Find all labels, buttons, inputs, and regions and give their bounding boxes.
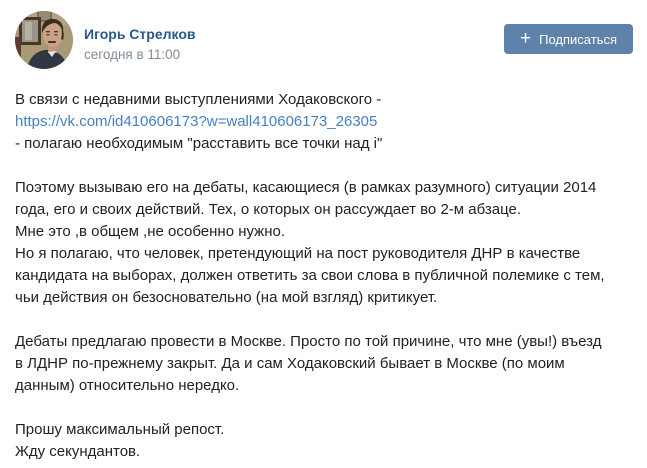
text-line: чьи действия он безосновательно (на мой взгляд) критикует. bbox=[15, 289, 438, 306]
text-line: Поэтому вызываю его на дебаты, касающиеся (в рамках разумного) ситуации 2014 bbox=[15, 179, 597, 196]
post-header bbox=[0, 0, 647, 69]
paragraph bbox=[15, 419, 637, 463]
text-line: кандидата на выборах, должен ответить за свои слова в публичной полемике с тем, bbox=[15, 267, 605, 284]
avatar-photo bbox=[15, 11, 73, 69]
text-line: Мне это ,в общем ,не особенно нужно. bbox=[15, 223, 285, 240]
text-line: Прошу максимальный репост. bbox=[15, 421, 225, 438]
paragraph bbox=[15, 177, 637, 309]
subscribe-button-label: Подписаться bbox=[539, 31, 617, 47]
text-line: Дебаты предлагаю провести в Москве. Просто по той причине, что мне (увы!) въезд bbox=[15, 333, 602, 350]
author-block bbox=[84, 11, 196, 63]
text-line: - полагаю необходимым "расставить все точки над i" bbox=[15, 135, 383, 152]
text-line: данным) относительно нередко. bbox=[15, 377, 240, 394]
text-line: года, его и своих действий. Тех, о которых он рассуждает во 2-м абзаце. bbox=[15, 201, 522, 218]
plus-icon: + bbox=[520, 27, 532, 49]
text-line: в ЛДНР по-прежнему закрыт. Да и сам Ходаковский бывает в Москве (по моим bbox=[15, 355, 565, 372]
post-text bbox=[0, 69, 647, 463]
text-line bbox=[15, 111, 637, 133]
post-timestamp[interactable]: сегодня в 11:00 bbox=[84, 47, 181, 62]
subscribe-button[interactable] bbox=[504, 24, 633, 54]
author-avatar[interactable] bbox=[15, 11, 73, 69]
text-line: Но я полагаю, что человек, претендующий на пост руководителя ДНР в качестве bbox=[15, 245, 581, 262]
paragraph bbox=[15, 331, 637, 397]
post-link[interactable]: https://vk.com/id410606173?w=wall410606173_26305 bbox=[15, 113, 378, 130]
text-line: Жду секундантов. bbox=[15, 443, 141, 460]
paragraph bbox=[15, 89, 637, 155]
author-name-link[interactable]: Игорь Стрелков bbox=[84, 26, 196, 42]
text-line: В связи с недавними выступлениями Ходаковского - bbox=[15, 91, 382, 108]
